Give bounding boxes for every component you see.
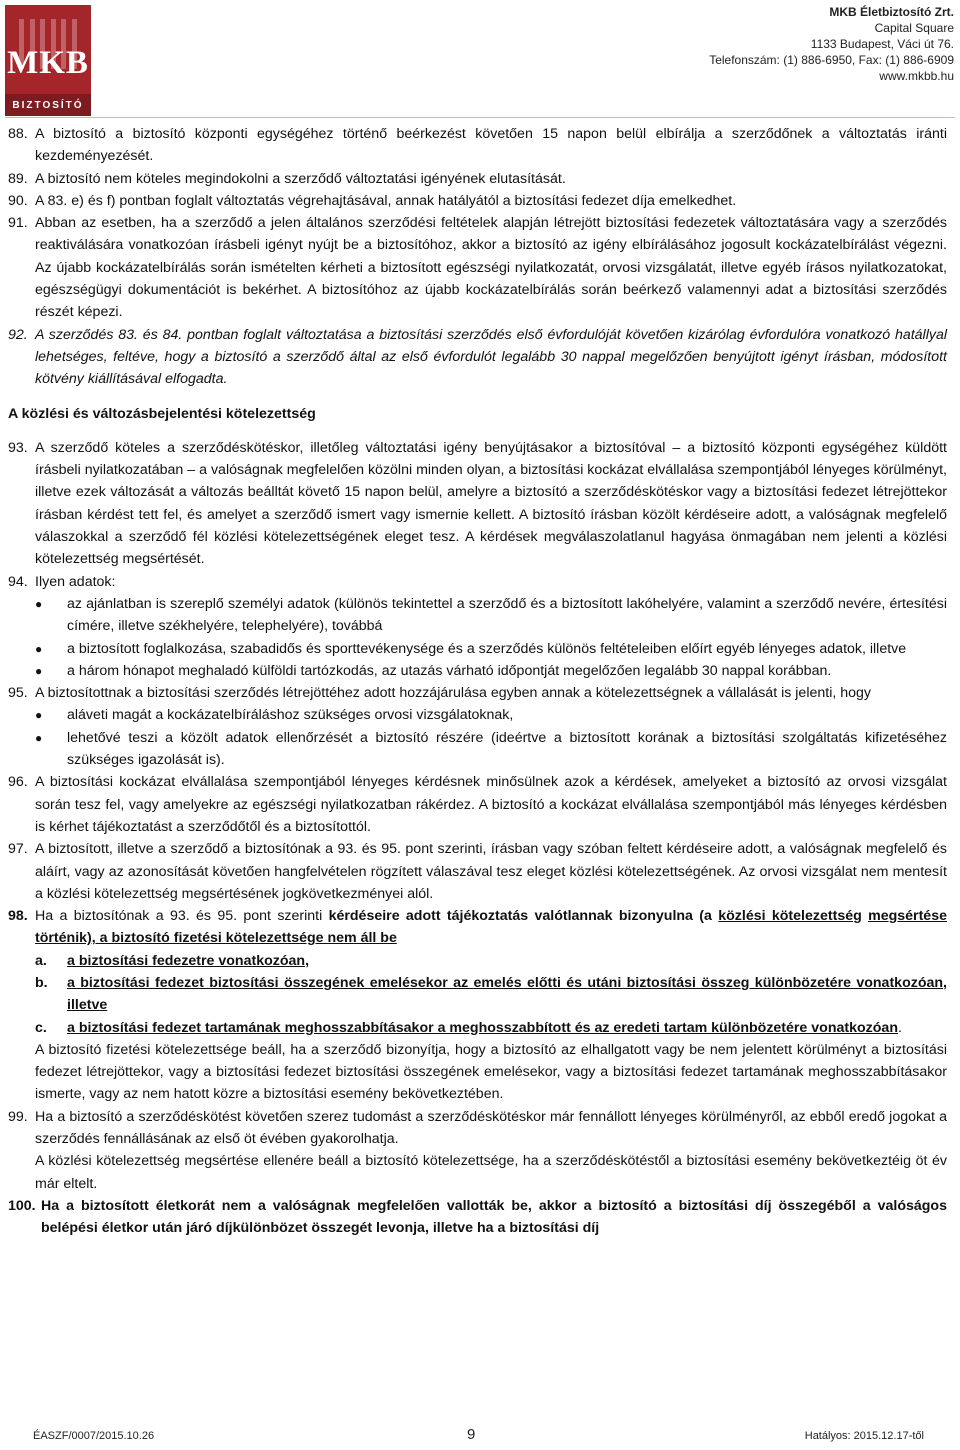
list-item — [8, 704, 947, 726]
paragraph-number: 89. — [8, 170, 28, 187]
effective-date: Hatályos: 2015.12.17-től — [804, 1430, 924, 1442]
paragraph-90 — [8, 190, 947, 212]
logo-text: MKB — [7, 44, 89, 81]
paragraph-number: 96. — [8, 774, 28, 791]
list-item — [8, 638, 947, 660]
company-name: MKB Életbiztosító Zrt. — [829, 5, 954, 19]
logo-mark — [5, 5, 91, 91]
website-link[interactable]: www.mkbb.hu — [879, 69, 954, 83]
paragraph-continuation: A közlési kötelezettség megsértése ellenére beáll a biztosító kötelezettsége, ha a szerződéskötéstől a biztosítási esemény bekövetkeztéig öt év már eltelt. — [35, 1153, 947, 1192]
document-body — [8, 123, 947, 1240]
paragraph-underlined-text: közlési kötelezettség — [718, 908, 862, 925]
address-line-2: 1133 Budapest, Váci út 76. — [810, 37, 954, 51]
company-info — [674, 4, 954, 84]
section-heading: A közlési és változásbejelentési kötelezettség — [8, 405, 316, 422]
paragraph-text: Ha a biztosított életkorát nem a valóságnak megfelelően vallották be, akkor a biztosító a biztosítási díj összegéből a valóságos belépési életkor után járó díjkülönbözet összegét levonja, illetve ha a biztosítási díj — [41, 1197, 947, 1237]
paragraph-94 — [8, 571, 947, 593]
paragraph-number: 90. — [8, 192, 28, 209]
list-item-text: a biztosított foglalkozása, szabadidős és sporttevékenysége és a szerződés különös feltételeiben előírt egyéb lényeges adatok, illetve — [67, 640, 907, 657]
document-code: ÉASZF/0007/2015.10.26 — [33, 1430, 155, 1442]
paragraph-93 — [8, 437, 947, 571]
paragraph-number: 94. — [8, 573, 28, 590]
paragraph-text: A biztosító nem köteles megindokolni a szerződő változtatási igényének elutasítását. — [35, 170, 566, 187]
paragraph-intro: Ha a biztosítónak a 93. és 95. pont szerinti — [35, 908, 329, 925]
paragraph-88 — [8, 123, 947, 168]
list-item-text: lehetővé teszi a közölt adatok ellenőrzését a biztosító részére (ideértve a biztosított korának a biztosítási szolgáltatás kifizetéséhez szükséges igazolását is). — [67, 729, 947, 769]
paragraph-89 — [8, 168, 947, 190]
paragraph-number: 88. — [8, 126, 28, 142]
list-item — [8, 593, 947, 638]
list-item — [8, 727, 947, 772]
list-item — [8, 660, 947, 682]
paragraph-text: A 83. e) és f) pontban foglalt változtatás végrehajtásával, annak hatályától a biztosítási fedezet díja emelkedhet. — [35, 192, 737, 209]
bullet-icon: ● — [35, 663, 43, 678]
paragraph-bold-text: kérdéseire adott tájékoztatás valótlannak bizonyulna (a — [328, 908, 719, 925]
list-letter: b. — [35, 974, 48, 991]
list-item-text: a biztosítási fedezet biztosítási összegének emelésekor az emelés előtti és utáni biztosítási összeg különbözetére vonatkozóan, illetve — [67, 974, 947, 1014]
paragraph-text: A biztosítási kockázat elvállalása szempontjából lényeges kérdésnek minősülnek azok a kérdések, amelyeket a biztosító az orvosi vizsgálat során tesz fel, vagy amelyekre az egészségi nyilatkozatban rákérdez. A biztosító a kockázat elvállalása szempontjából más lényeges kérdésben is kérhet tájékoztatást a szerződőtől és a biztosítottól. — [35, 774, 947, 835]
list-letter: a. — [35, 952, 47, 969]
phone-line: Telefonszám: (1) 886-6950, Fax: (1) 886-6909 — [709, 53, 954, 67]
bullet-icon: ● — [35, 596, 43, 611]
bullet-icon: ● — [35, 730, 43, 745]
list-item-text: a biztosítási fedezetre vonatkozóan, — [67, 952, 310, 969]
paragraph-91 — [8, 212, 947, 323]
list-letter: c. — [35, 1019, 47, 1036]
paragraph-number: 92. — [8, 326, 28, 343]
paragraph-text: A szerződő köteles a szerződéskötéskor, illetőleg változtatási igény benyújtásakor a biztosítóval – a biztosító központi egységéhez küldött írásbeli nyilatkozatában – a valóságnak megfelelően közölni minden olyan, a biztosítási kockázat elvállalása szempontjából lényeges körülményt, illetve ezek változását a változás beálltát követő 15 napon belül, amelyre a biztosító a szerződéskötéskor vagy a biztosítási fedezet létrejöttekor írásban kérdést tett fel, és amelyet a szerződő ismert vagy ismernie kellett. A biztosító írásban közölt kérdéseire adott, a valóságnak megfelelő válaszokkal a szerződő fél közlési kötelezettségének eleget tesz. A kérdések megválaszolatlanul hagyása önmagában nem jelenti a közlési kötelezettség megsértését. — [35, 439, 947, 568]
paragraph-number: 93. — [8, 439, 28, 456]
paragraph-text: Ha a biztosító a szerződéskötést követően szerez tudomást a szerződéskötéskor már fennállott lényeges körülményről, az ebből eredő jogokat a szerződés fennállásának az első öt évében gyakorolhatja. — [35, 1108, 947, 1148]
logo-subtext: BIZTOSÍTÓ — [5, 94, 91, 116]
paragraph-97 — [8, 838, 947, 905]
paragraph-text: A biztosított, illetve a szerződő a biztosítónak a 93. és 95. pont szerinti, írásban vagy szóban feltett kérdéseire adott, a valóságnak megfelelő és aláírt, vagy az azonosítását követően hangfelvételen rögzített válaszával tesz eleget közlési kötelezettségének. Az orvosi vizsgálat nem mentesít a közlési kötelezettség megsértésének jogkövetkezményei alól. — [35, 841, 947, 902]
paragraph-text: A biztosítottnak a biztosítási szerződés létrejöttéhez adott hozzájárulása egyben annak a kötelezettségnek a vállalását is jelenti, hogy — [35, 685, 871, 702]
list-item — [8, 1017, 947, 1039]
list-item-text: aláveti magát a kockázatelbíráláshoz szükséges orvosi vizsgálatoknak, — [67, 707, 514, 724]
paragraph-text: A biztosító a biztosító központi egységéhez történő beérkezést követően 15 napon belül elbírálja a szerződőnek a változtatás iránti kezdeményezését. — [35, 126, 947, 165]
list-item-tail: . — [897, 1019, 902, 1036]
list-item — [8, 950, 947, 972]
paragraph-continuation: A biztosító fizetési kötelezettsége beáll, ha a szerződő bizonyítja, hogy a biztosító az elhallgatott vagy be nem jelentett körülményt a biztosítási fedezet létrejöttekor, vagy a biztosítási fedezet biztosítási összegének emelésekor, vagy a biztosítási fedezet tartamának meghosszabbításakor ismerte, vagy az nem hatott közre a biztosítási esemény bekövetkeztében. — [35, 1041, 947, 1103]
paragraph-100 — [8, 1195, 947, 1240]
bullet-icon: ● — [35, 641, 43, 656]
paragraph-98 — [8, 905, 947, 950]
paragraph-number: 91. — [8, 215, 28, 232]
bullet-icon: ● — [35, 708, 43, 723]
list-item — [8, 972, 947, 1017]
paragraph-95 — [8, 682, 947, 704]
paragraph-number: 100. — [8, 1197, 36, 1214]
paragraph-number: 99. — [8, 1108, 28, 1125]
paragraph-99 — [8, 1106, 947, 1151]
page-number: 9 — [467, 1426, 476, 1443]
paragraph-96 — [8, 771, 947, 838]
paragraph-underlined-text: megsértése történik), a biztosító fizetési kötelezettsége nem áll be — [35, 908, 947, 947]
address-line-1: Capital Square — [874, 21, 954, 35]
list-item-text: az ajánlatban is szereplő személyi adatok (különös tekintettel a szerződő és a biztosított lakóhelyére, valamint a szerződő nevére, értesítési címére, illetve székhelyére, telephelyére), továbbá — [67, 595, 947, 635]
page-footer — [0, 1426, 960, 1446]
list-item-text: a három hónapot meghaladó külföldi tartózkodás, az utazás várható időpontját megelőzően legalább 30 nappal korábban. — [67, 662, 832, 679]
paragraph-number: 97. — [8, 841, 28, 858]
company-logo — [5, 5, 91, 116]
paragraph-text: Abban az esetben, ha a szerződő a jelen általános szerződési feltételek alapján létrejött biztosítási fedezetek változtatására vagy a szerződés reaktiválására vonatkozóan írásbeli igényt nyújt be a biztosítóhoz, akkor a biztosító az igény elbírálásához jogosult kockázatelbírálást végezni. Az újabb kockázatelbírálás során ismételten kérheti a biztosított egészségi nyilatkozatát, orvosi vizsgálatát, illetve egyéb írásos nyilatkozatokat, egészségügyi dokumentációt is bekérhet. A biztosítóhoz az újabb kockázatelbírálás során beérkező valamennyi adat a biztosítási szerződés részét képezi. — [35, 215, 947, 321]
paragraph-text: A szerződés 83. és 84. pontban foglalt változtatása a biztosítási szerződés első évfordulóját követően kizárólag évfordulóra vonatkozó hatállyal lehetséges, feltéve, hogy a biztosító a szerződő által az első évfordulót legalább 30 nappal megelőzően benyújtott igényt írásban, módosított kötvény kiállításával elfogadta. — [35, 326, 947, 388]
paragraph-number: 98. — [8, 908, 28, 925]
paragraph-text: Ilyen adatok: — [35, 573, 116, 590]
list-item-text: a biztosítási fedezet tartamának meghosszabbításakor a meghosszabbított és az eredeti tartam különbözetére vonatkozóan — [67, 1019, 898, 1036]
paragraph-number: 95. — [8, 685, 28, 702]
paragraph-92 — [8, 324, 947, 391]
header-divider — [5, 117, 955, 118]
